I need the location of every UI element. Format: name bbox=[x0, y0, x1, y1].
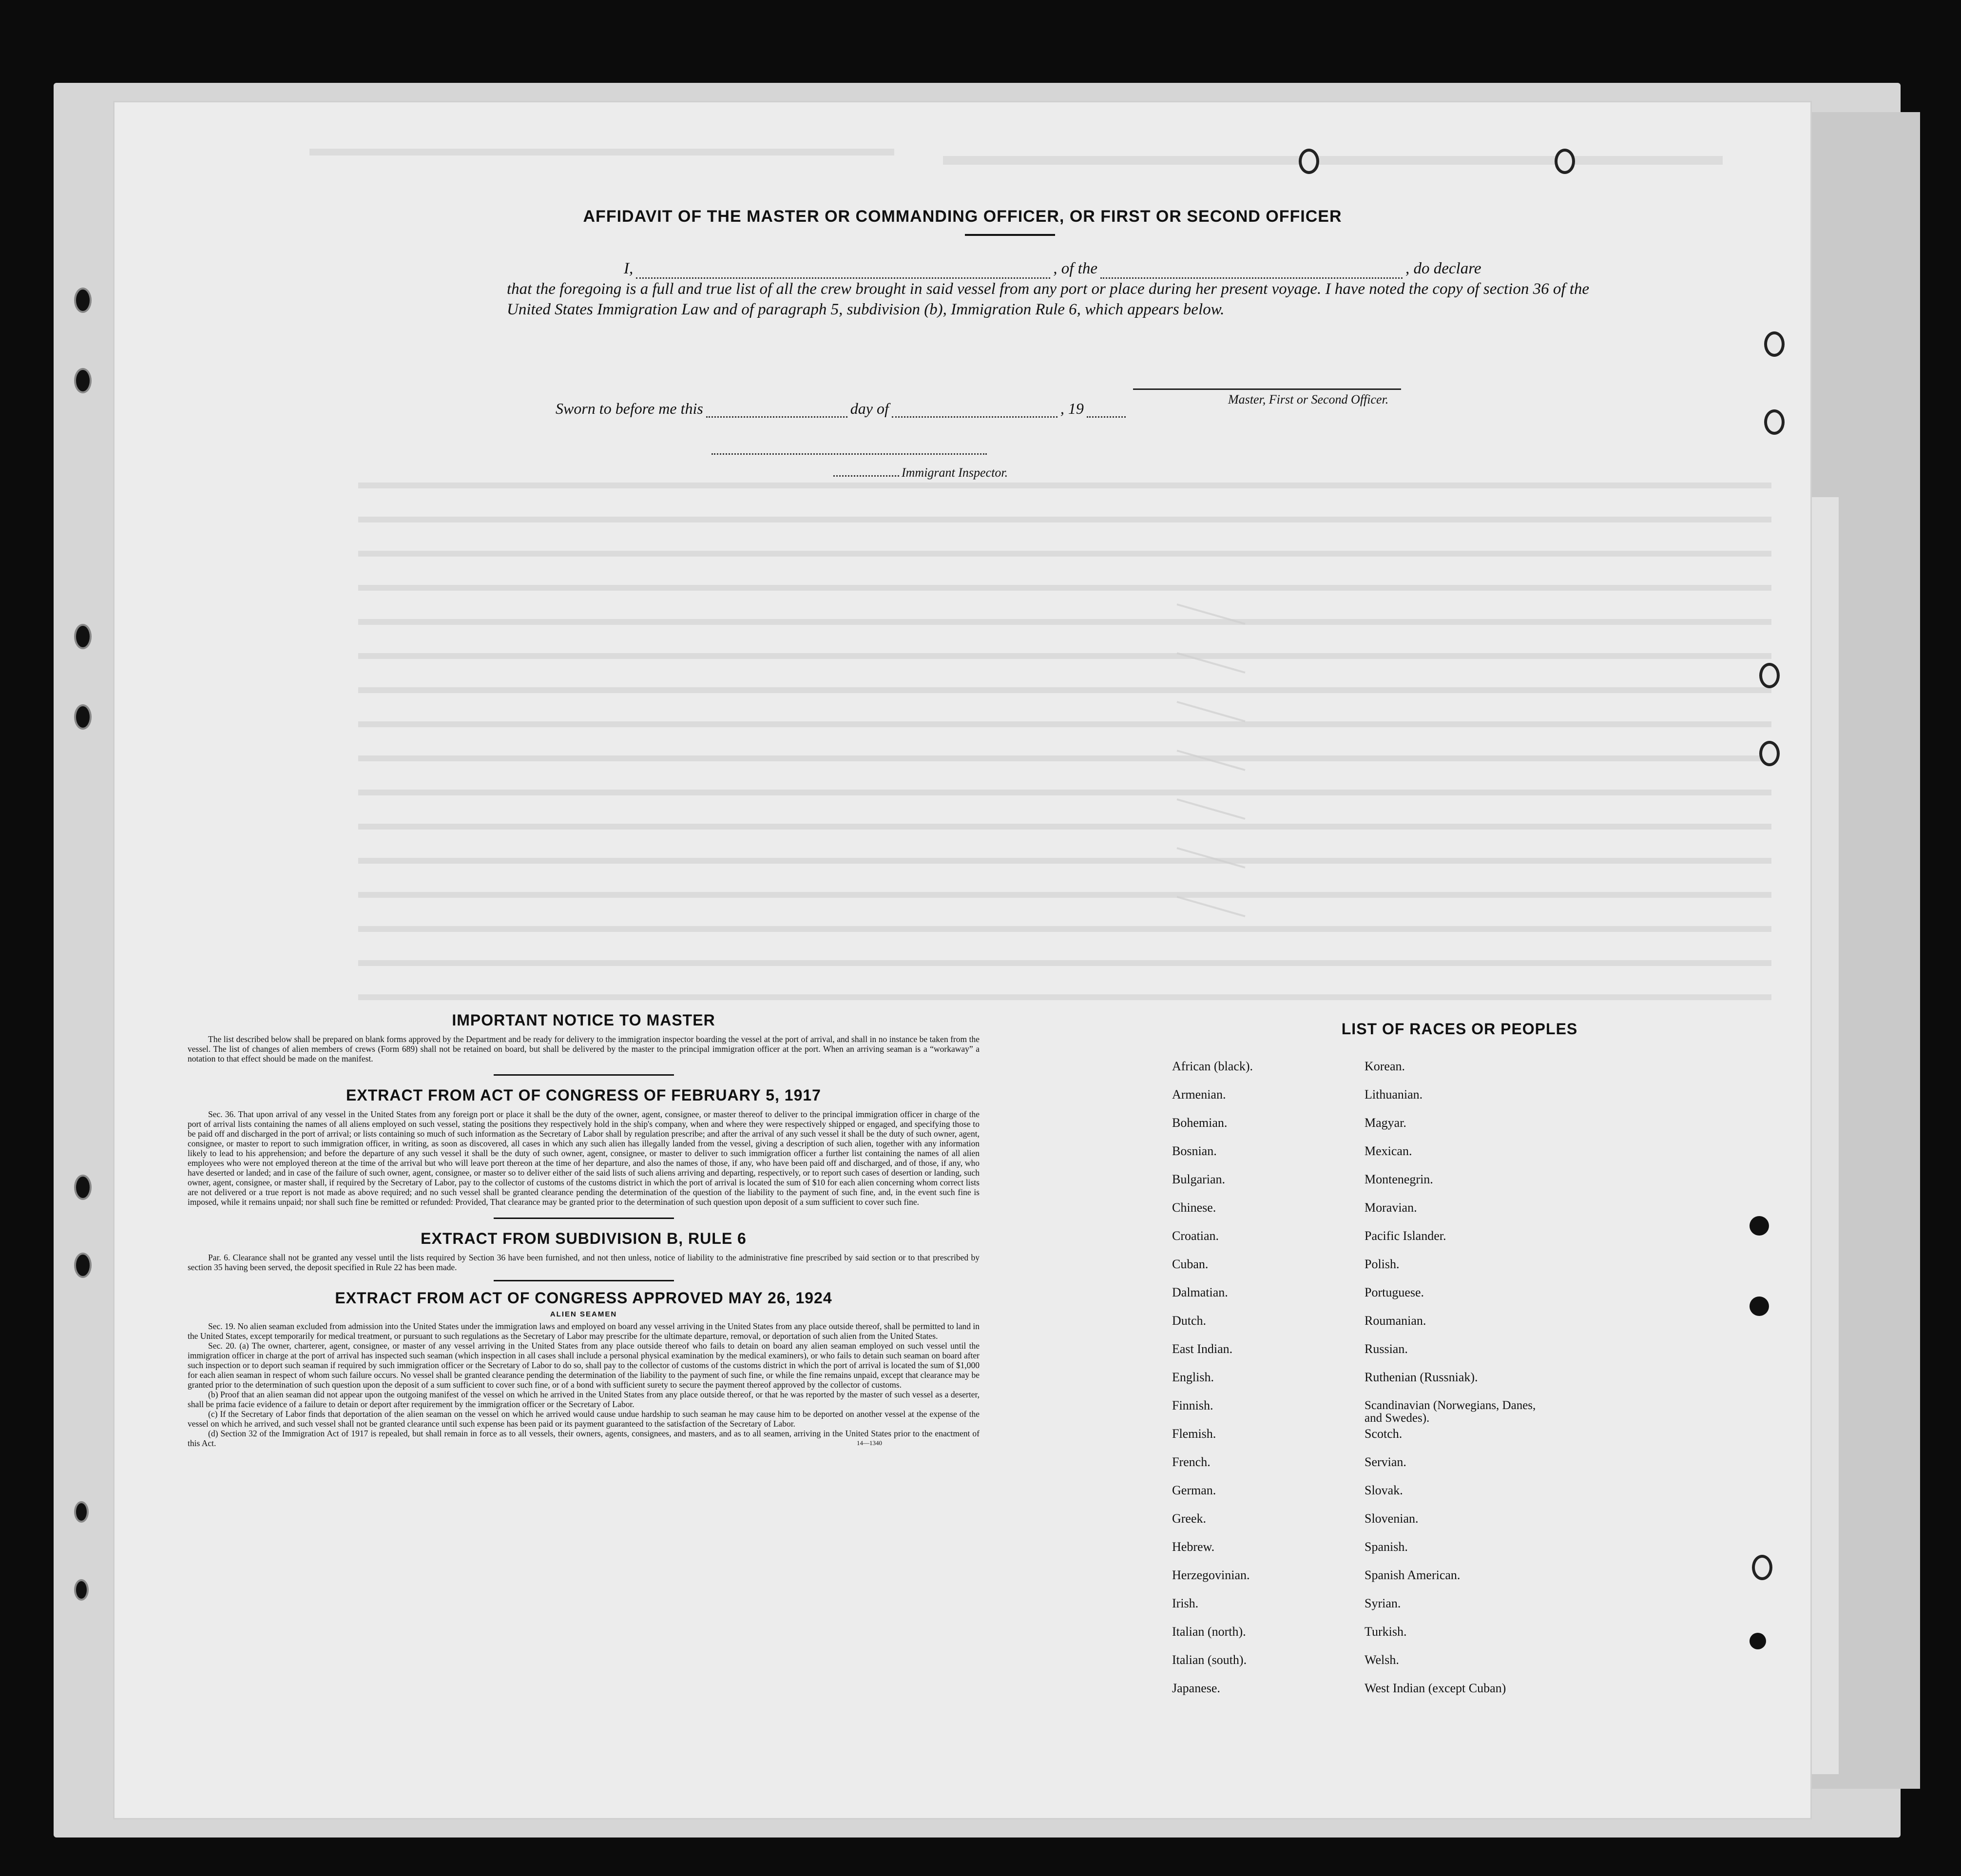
race-item: African (black). bbox=[1172, 1059, 1253, 1073]
race-item: Slovak. bbox=[1365, 1483, 1403, 1497]
race-item: Flemish. bbox=[1172, 1427, 1216, 1441]
sworn-year-prefix: , 19 bbox=[1060, 400, 1084, 417]
sworn-line bbox=[556, 400, 1129, 418]
race-item: Russian. bbox=[1365, 1342, 1408, 1356]
manifest-page bbox=[115, 102, 1810, 1818]
sworn-day-blank[interactable] bbox=[706, 402, 847, 418]
race-item: Polish. bbox=[1365, 1257, 1400, 1271]
notice-text: The list described below shall be prepared on blank forms approved by the Department and be ready for delivery to the immigration inspector boarding the vessel at the port of arrival, and shall in no instance be taken from the vessel. The list of changes of alien members of crews (Form 689) shall not be retained on board, but shall be delivered by the master to the principal immigration officer at the port. When an arriving seaman is a “workaway” a notation to that effect should be made on the manifest. bbox=[188, 1034, 980, 1064]
sec20d-text: (d) Section 32 of the Immigration Act of 1917 is repealed, but shall remain in force as to all vessels, their owners, agents, consignees, and masters, and as to all seamen, arriving in the United States prior to the enactment of this Act. bbox=[188, 1429, 980, 1448]
binder-hole bbox=[74, 624, 92, 649]
binder-hole bbox=[74, 288, 92, 313]
race-item: Mexican. bbox=[1365, 1144, 1412, 1158]
affidavit-i: I, bbox=[624, 260, 634, 277]
sec20b-text: (b) Proof that an alien seaman did not appear upon the outgoing manifest of the vessel on which he arrived in the United States from any place outside thereof, or that he was reported by the master of such vessel as a deserter, shall be prima facie evidence of a failure to detain or deport after requirement by the immigration officer or the Secretary of Labor. bbox=[188, 1390, 980, 1409]
extract-rule6-title: EXTRACT FROM SUBDIVISION B, RULE 6 bbox=[421, 1230, 747, 1247]
affidavit-of-the: , of the bbox=[1053, 260, 1097, 277]
race-item: Montenegrin. bbox=[1365, 1172, 1433, 1186]
extract-rule6-text: Par. 6. Clearance shall not be granted any vessel until the lists required by Section 36 have been furnished, and not then unless, notice of liability to the administrative fine prescribed by said section or to that prescribed by section 35 having been served, the deposit specified in Rule 22 has been made. bbox=[188, 1253, 980, 1272]
race-item: East Indian. bbox=[1172, 1342, 1233, 1356]
race-item: Magyar. bbox=[1365, 1116, 1406, 1130]
race-item: Spanish American. bbox=[1365, 1568, 1461, 1582]
race-item: Greek. bbox=[1172, 1511, 1207, 1526]
extract-1917-title: EXTRACT FROM ACT OF CONGRESS OF FEBRUARY 5, 1917 bbox=[346, 1086, 821, 1104]
race-item: Dutch. bbox=[1172, 1314, 1207, 1328]
race-item: Scotch. bbox=[1365, 1427, 1403, 1441]
race-item: Moravian. bbox=[1365, 1200, 1417, 1215]
punch-ring bbox=[1752, 1555, 1772, 1580]
race-item: Finnish. bbox=[1172, 1398, 1213, 1412]
extract-1917-text: Sec. 36. That upon arrival of any vessel in the United States from any foreign port or place it shall be the duty of the owner, agent, consignee, or master thereof to deliver to the principal immigration officer in charge of the port of arrival lists containing the names of all aliens employed on such vessel, stating the positions they respectively hold in the ship's company, when and where they were respectively shipped or engaged, and specifying those to be paid off and discharged in the port of arrival; or lists containing so much of such information as the Secretary of Labor shall by regulation prescribe; and after the arrival of any such vessel it shall be the duty of such owner, agent, consignee, or master to report to such immigration officer, in writing, as soon as discovered, all cases in which any such alien has illegally landed from the vessel, giving a description of such alien, together with any information likely to lead to his apprehension; and before the departure of any such vessel it shall be the duty of such owner, agent, consignee, or master to deliver to such immigration officer a further list containing the names of all alien employees who were not employed thereon at the time of the arrival but who will leave port thereon at the time of her departure, and also the names of those, if any, who have been paid off and discharged, and of those, if any, who have deserted or landed; and in case of the failure of such owner, agent, consignee, or master so to deliver either of the said lists of such aliens arriving and departing, respectively, or to report such cases of desertion or landing, such owner, agent, consignee, or master shall, if required by the Secretary of Labor, pay to the collector of customs of the customs district in which the port of arrival is located the sum of $10 for each alien concerning whom correct lists are not delivered or a true report is not made as above required; and no such vessel shall be granted clearance pending the determination of the question of the liability to the payment of such fine, and, in the event such fine is imposed, while it remains unpaid; nor shall such fine be remitted or refunded: Provided, That clearance may be granted prior to the determination of such question upon deposit of a sum sufficient to cover such fine. bbox=[188, 1109, 980, 1207]
form-number: 14—1340 bbox=[857, 1439, 882, 1447]
race-item: Dalmatian. bbox=[1172, 1285, 1228, 1299]
race-item: Servian. bbox=[1365, 1455, 1406, 1469]
race-item: Welsh. bbox=[1365, 1653, 1399, 1667]
race-item: West Indian (except Cuban) bbox=[1365, 1681, 1506, 1695]
race-item: Scandinavian (Norwegians, Danes, and Swedes). bbox=[1365, 1399, 1536, 1425]
race-item: Bosnian. bbox=[1172, 1144, 1217, 1158]
binder-hole bbox=[74, 1579, 89, 1601]
race-item: Roumanian. bbox=[1365, 1314, 1426, 1328]
sec20a-text: Sec. 20. (a) The owner, charterer, agent, consignee, or master of any vessel arriving in the United States from any place outside thereof who fails to detain on board any alien seaman employed on such vessel until the immigration officer in charge at the port of arrival has inspected such seaman (which inspection in all cases shall include a personal physical examination by the medical examiners), or who fails to detain such seaman on board after such inspection or to deport such seaman if required by such immigration officer or the Secretary of Labor to do so, shall pay to the collector of customs of the customs district in which the port of arrival is located the sum of $1,000 for each alien seaman in respect of whom such failure occurs. No vessel shall be granted clearance pending the determination of the liability to the payment of such fine, or while the fine remains unpaid, except that clearance may be granted prior to the determination of such question upon the deposit of a sum sufficient to cover such fine, or of a bond with sufficient surety to secure the payment thereof approved by the collector of customs. bbox=[188, 1341, 980, 1390]
inspector-prefix-line bbox=[833, 475, 899, 477]
punch-ring bbox=[1759, 663, 1780, 688]
sworn-month-blank[interactable] bbox=[892, 402, 1057, 418]
race-item: Portuguese. bbox=[1365, 1285, 1424, 1299]
races-title: LIST OF RACES OR PEOPLES bbox=[1341, 1020, 1578, 1038]
race-item: Slovenian. bbox=[1365, 1511, 1419, 1526]
race-item: Lithuanian. bbox=[1365, 1087, 1423, 1102]
race-item: Cuban. bbox=[1172, 1257, 1209, 1271]
race-item: English. bbox=[1172, 1370, 1214, 1384]
races-left-column bbox=[1172, 1060, 1357, 1710]
race-item: Irish. bbox=[1172, 1596, 1199, 1610]
title-rule bbox=[965, 234, 1055, 236]
binder-hole bbox=[74, 1253, 92, 1278]
affidavit-do-declare: , do declare bbox=[1405, 260, 1481, 277]
punch-ring bbox=[1764, 409, 1785, 435]
affidavit-body bbox=[507, 258, 1598, 320]
sec19-text: Sec. 19. No alien seaman excluded from admission into the United States under the immigration laws and employed on board any vessel arriving in the United States from any place outside thereof, shall be permitted to land in the United States, except temporarily for medical treatment, or pursuant to such regulations as the Secretary of Labor may prescribe for the ultimate departure, removal, or deportation of such alien from the United States. bbox=[188, 1321, 980, 1341]
race-item: Armenian. bbox=[1172, 1087, 1226, 1102]
race-item: Herzegovinian. bbox=[1172, 1568, 1250, 1582]
race-item: Syrian. bbox=[1365, 1596, 1401, 1610]
master-signature-line[interactable] bbox=[1133, 388, 1401, 390]
notice-title: IMPORTANT NOTICE TO MASTER bbox=[452, 1011, 715, 1029]
race-item: Chinese. bbox=[1172, 1200, 1216, 1215]
inspector-signature-line[interactable] bbox=[711, 453, 987, 455]
punch-hole bbox=[1750, 1633, 1766, 1649]
punch-ring bbox=[1299, 149, 1319, 174]
affidavit-text: that the foregoing is a full and true list of all the crew brought in said vessel from any port or place during her present voyage. I have noted the copy of section 36 of the United States Immigration Law and of paragraph 5, subdivision (b), Immigration Rule 6, which appears below. bbox=[507, 280, 1590, 318]
extract-1924-title: EXTRACT FROM ACT OF CONGRESS APPROVED MAY 26, 1924 bbox=[335, 1289, 832, 1307]
vessel-blank[interactable] bbox=[1100, 263, 1403, 279]
race-item: Bohemian. bbox=[1172, 1116, 1228, 1130]
punch-ring bbox=[1759, 741, 1780, 766]
legal-notices bbox=[188, 1011, 980, 1447]
race-item: Hebrew. bbox=[1172, 1540, 1215, 1554]
section-rule bbox=[494, 1074, 674, 1076]
punch-ring bbox=[1555, 149, 1575, 174]
punch-ring bbox=[1764, 331, 1785, 357]
binder-hole bbox=[74, 704, 92, 730]
binder-hole bbox=[74, 368, 92, 393]
race-item: Pacific Islander. bbox=[1365, 1229, 1446, 1243]
race-item: German. bbox=[1172, 1483, 1216, 1497]
bleed-through-manifest bbox=[115, 102, 1810, 1818]
inspector-caption: Immigrant Inspector. bbox=[902, 465, 1008, 480]
name-blank[interactable] bbox=[636, 263, 1050, 279]
affidavit-title: AFFIDAVIT OF THE MASTER OR COMMANDING OFFICER, OR FIRST OR SECOND OFFICER bbox=[583, 207, 1342, 226]
race-item: French. bbox=[1172, 1455, 1211, 1469]
master-caption: Master, First or Second Officer. bbox=[1228, 392, 1389, 406]
binder-hole bbox=[74, 1175, 92, 1200]
binder-hole bbox=[74, 1501, 89, 1523]
section-rule bbox=[494, 1218, 674, 1219]
sworn-text: Sworn to before me this bbox=[556, 400, 703, 417]
race-item: Turkish. bbox=[1365, 1625, 1407, 1639]
race-item: Croatian. bbox=[1172, 1229, 1219, 1243]
race-item: Bulgarian. bbox=[1172, 1172, 1226, 1186]
punch-hole bbox=[1750, 1296, 1769, 1316]
race-item: Spanish. bbox=[1365, 1540, 1408, 1554]
race-item: Japanese. bbox=[1172, 1681, 1220, 1695]
sworn-day-of: day of bbox=[850, 400, 889, 417]
alien-seamen-subtitle: ALIEN SEAMEN bbox=[550, 1310, 617, 1318]
punch-hole bbox=[1750, 1216, 1769, 1236]
race-item: Italian (south). bbox=[1172, 1653, 1247, 1667]
races-right-column bbox=[1365, 1060, 1555, 1710]
sworn-year-blank[interactable] bbox=[1087, 402, 1126, 418]
race-item: Italian (north). bbox=[1172, 1625, 1246, 1639]
section-rule bbox=[494, 1280, 674, 1281]
race-item: Ruthenian (Russniak). bbox=[1365, 1370, 1478, 1384]
race-item: Korean. bbox=[1365, 1059, 1405, 1073]
sec20c-text: (c) If the Secretary of Labor finds that deportation of the alien seaman on the vessel on which he arrived would cause undue hardship to such seaman he may cause him to be deported on another vessel at the expense of the vessel on which he arrived, and such vessel shall not be granted clearance until such expense has been paid or its payment guaranteed to the satisfaction of the Secretary of Labor. bbox=[188, 1409, 980, 1429]
affidavit-declaration-line bbox=[507, 258, 1598, 279]
